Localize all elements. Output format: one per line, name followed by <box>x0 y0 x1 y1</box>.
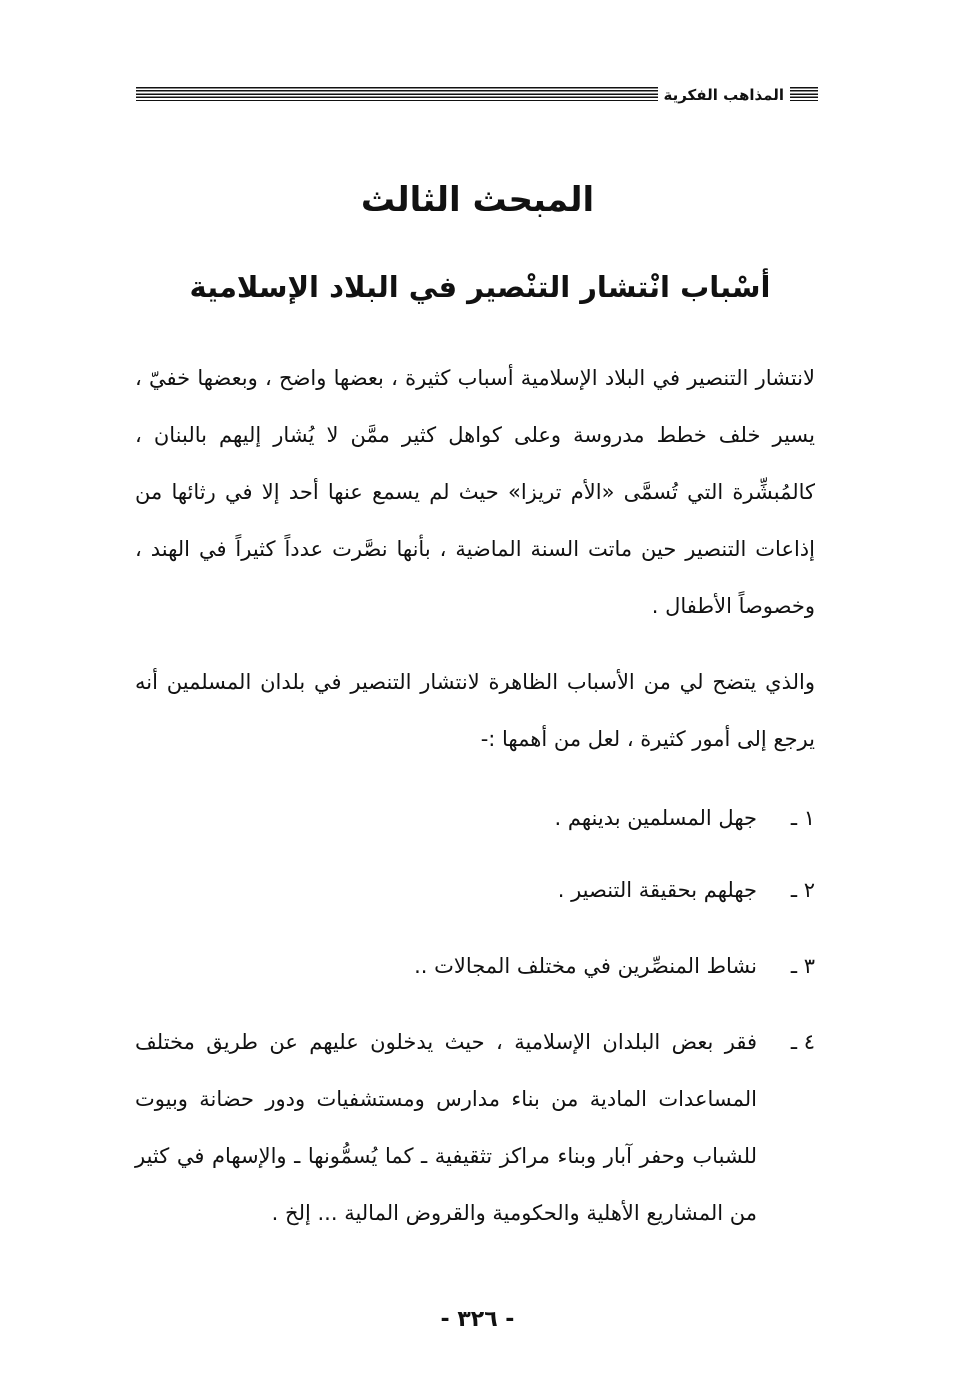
paragraph-intro: لانتشار التنصير في البلاد الإسلامية أسباب كثيرة ، بعضها واضح ، وبعضها خفيّ ، يسير خلف خطط مدروسة وعلى كواهل كثير ممَّن لا يُشار إليهم بالبنان ، كالمُبشِّرة التي تُسمَّى «الأم تريزا» حيث لم يسمع عنها أحد إلا في رثائها من إذاعات التنصير حين ماتت السنة الماضية ، بأنها نصَّرت عدداً كثيراً في الهند ، وخصوصاً الأطفال . <box>135 366 815 618</box>
list-item <box>135 1014 815 1242</box>
running-header-title: المذاهب الفكرية <box>663 86 784 104</box>
running-header <box>136 84 818 106</box>
section-title: أسْباب انْتشار التنْصير في البلاد الإسلامية <box>189 270 771 304</box>
list-item-text: جهل المسلمين بدينهم . <box>554 806 757 830</box>
list-item-text: فقر بعض البلدان الإسلامية ، حيث يدخلون عليهم عن طريق مختلف المساعدات المادية من بناء مدارس ومستشفيات ودور حضانة وبيوت للشباب وحفر آبار وبناء مراكز تثقيفية ـ كما يُسمُّونها ـ والإسهام في كثير من المشاريع الأهلية والحكومية والقروض المالية ... إلخ . <box>135 1030 757 1225</box>
chapter-title: المبحث الثالث <box>360 180 595 220</box>
paragraph-causes-lead: والذي يتضح لي من الأسباب الظاهرة لانتشار التنصير في بلدان المسلمين أنه يرجع إلى أمور كثيرة ، لعل من أهمها :- <box>135 670 815 751</box>
page-number: - ٣٢٦ - <box>440 1307 515 1332</box>
list-item-text: نشاط المنصِّرين في مختلف المجالات .. <box>414 954 757 978</box>
header-rule-right <box>790 87 818 103</box>
list-item <box>135 938 815 995</box>
list-item-text: جهلهم بحقيقة التنصير . <box>557 878 757 902</box>
list-item <box>135 790 815 847</box>
list-item-number: ٢ ـ <box>790 878 815 902</box>
list-item-number: ٤ ـ <box>790 1030 815 1054</box>
list-item-number: ٣ ـ <box>790 954 815 978</box>
list-item-number: ١ ـ <box>790 806 815 830</box>
header-rule-left <box>136 87 658 103</box>
list-item <box>135 862 815 919</box>
